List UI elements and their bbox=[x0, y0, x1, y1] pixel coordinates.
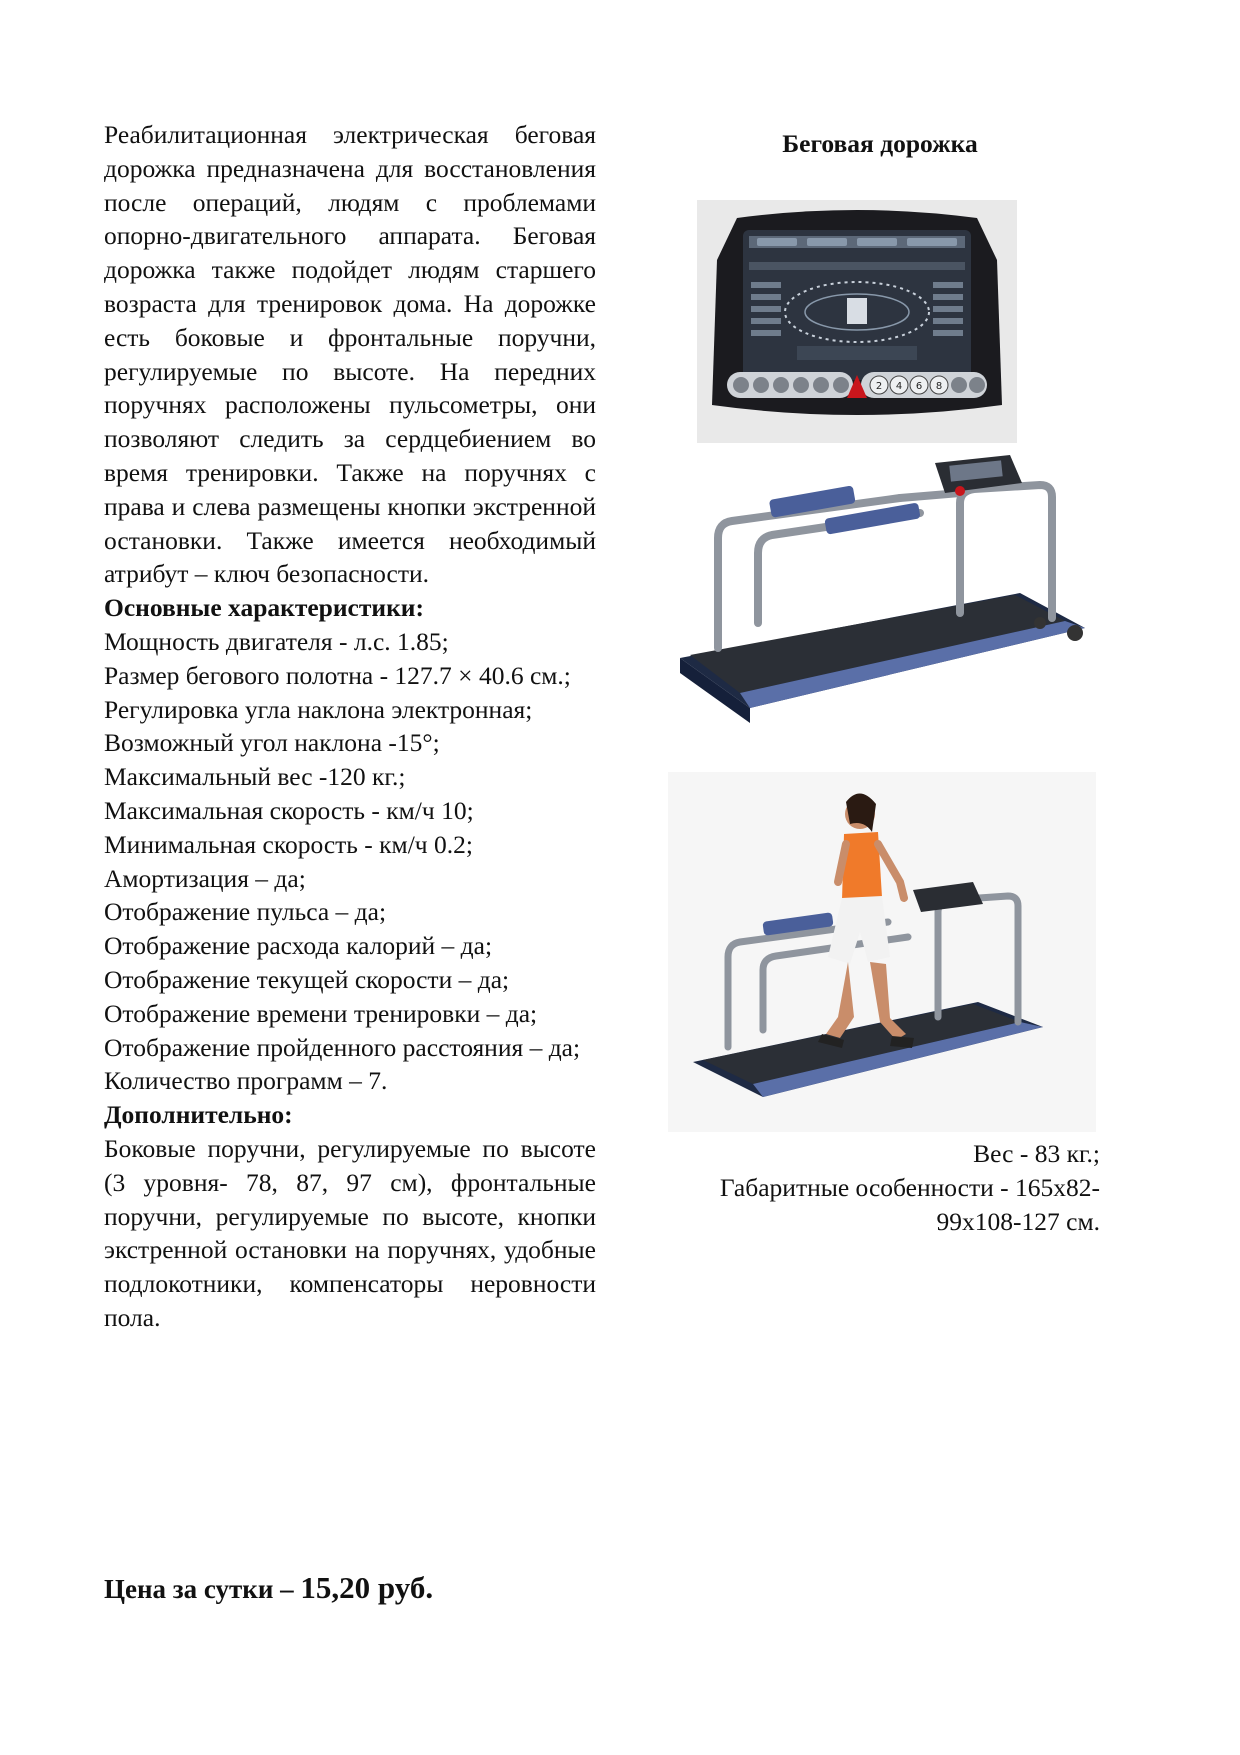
spec-item: Размер бегового полотна - 127.7 × 40.6 см.; bbox=[104, 660, 571, 690]
specs-list bbox=[104, 625, 596, 1098]
console-button-label: 2 bbox=[875, 381, 883, 392]
price-label: Цена за сутки – bbox=[104, 1574, 294, 1604]
product-title: Беговая дорожка bbox=[782, 129, 978, 158]
spec-item: Отображение времени тренировки – да; bbox=[104, 998, 538, 1028]
price-line bbox=[104, 1570, 433, 1606]
right-specs bbox=[660, 1137, 1100, 1238]
description-paragraph: Реабилитационная электрическая беговая дорожка предназначена для восстановления после операций, людям с проблемами опорно-двигательного аппарата. Беговая дорожка также подойдет людям старшего возраста для тренировок дома. На дорожке есть боковые и фронтальные поручни, регулируемые по высоте. На передних поручнях расположены пульсометры, они позволяют следить за сердцебиением во время тренировки. Также на поручнях с права и слева размещены кнопки экстренной остановки. Также имеется необходимый атрибут – ключ безопасности. bbox=[104, 120, 596, 589]
weight-text: Вес - 83 кг.; bbox=[973, 1139, 1100, 1168]
spec-item: Регулировка угла наклона электронная; bbox=[104, 694, 533, 724]
dimensions-text: Габаритные особенности - 165x82-99x108-127 см. bbox=[719, 1172, 1100, 1236]
spec-item: Отображение пульса – да; bbox=[104, 897, 387, 927]
spec-item: Минимальная скорость - км/ч 0.2; bbox=[104, 829, 473, 859]
additional-paragraph: Боковые поручни, регулируемые по высоте (3 уровня- 78, 87, 97 см), фронтальные поручни, регулируемые по высоте, кнопки экстренной остановки на поручнях, удобные подлокотники, компенсаторы неровности пола. bbox=[104, 1133, 596, 1332]
spec-item: Мощность двигателя - л.с. 1.85; bbox=[104, 626, 449, 656]
spec-item: Отображение расхода калорий – да; bbox=[104, 931, 493, 961]
console-button-label: 8 bbox=[935, 381, 943, 392]
price-value: 15,20 руб. bbox=[300, 1570, 434, 1605]
spec-item: Отображение пройденного расстояния – да; bbox=[104, 1032, 581, 1062]
treadmill-image bbox=[660, 443, 1100, 733]
spec-item: Максимальная скорость - км/ч 10; bbox=[104, 795, 474, 825]
additional-heading: Дополнительно: bbox=[104, 1100, 293, 1130]
left-column bbox=[104, 118, 596, 1335]
specs-heading: Основные характеристики: bbox=[104, 593, 424, 623]
console-button-label: 4 bbox=[895, 381, 903, 392]
spec-item: Возможный угол наклона -15°; bbox=[104, 728, 440, 758]
spec-item: Максимальный вес -120 кг.; bbox=[104, 762, 406, 792]
console-button-label: 6 bbox=[915, 381, 923, 392]
spec-item: Количество программ – 7. bbox=[104, 1066, 388, 1096]
woman-treadmill-image bbox=[668, 772, 1096, 1132]
console-image bbox=[697, 200, 1017, 445]
spec-item: Амортизация – да; bbox=[104, 863, 306, 893]
spec-item: Отображение текущей скорости – да; bbox=[104, 964, 510, 994]
